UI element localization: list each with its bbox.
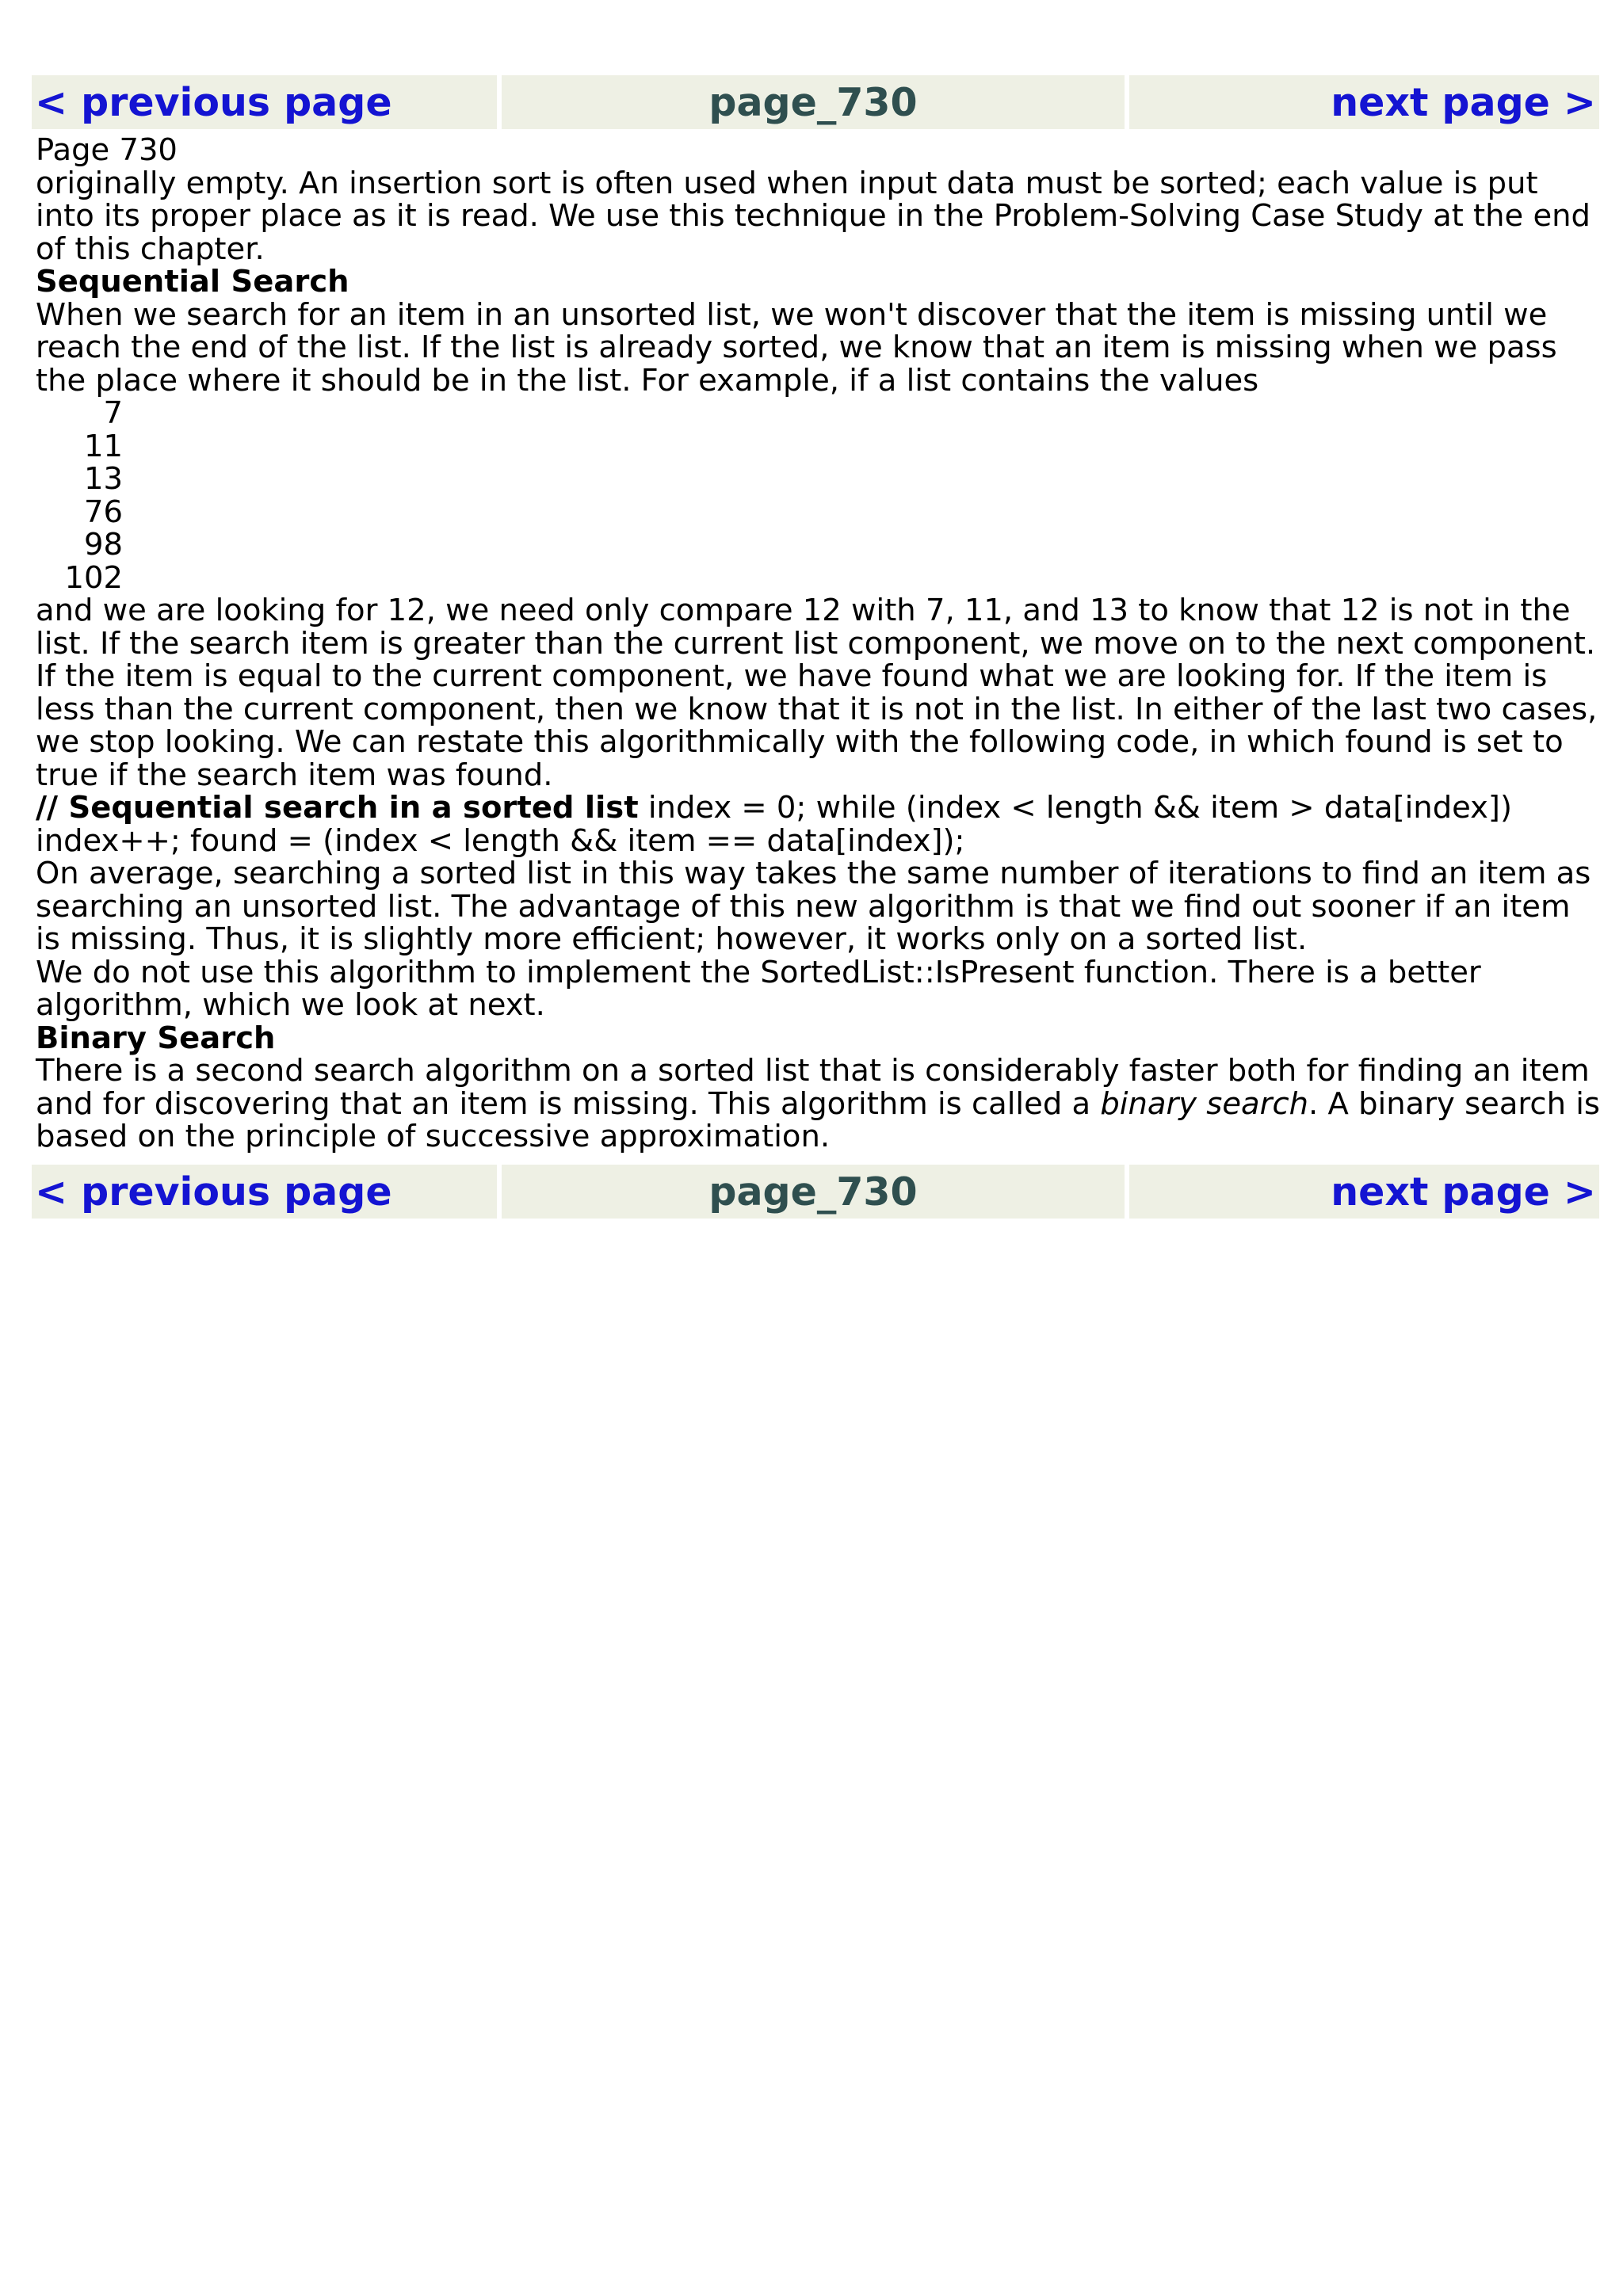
next-page-link[interactable]: next page > bbox=[1129, 75, 1599, 129]
binary-text-after: . A binary search is based on the principle of successive approximation. bbox=[36, 1085, 1600, 1154]
binary-text-before: There is a second search algorithm on a sorted list that is considerably faster both for finding an item and for discovering that an item is missing. This algorithm is called a bbox=[36, 1053, 1590, 1122]
list-value: 98 bbox=[84, 527, 123, 563]
list-value: 13 bbox=[84, 461, 123, 497]
list-value: 7 bbox=[103, 395, 123, 431]
binary-search-term: binary search bbox=[1100, 1085, 1309, 1122]
code-snippet bbox=[36, 791, 1601, 857]
sequential-paragraph-3: On average, searching a sorted list in this way takes the same number of iterations to find an item as searching an unsorted list. The advantage of this new algorithm is that we find out sooner if an item is missing. Thus, it is slightly more efficient; however, it works only on a sorted list. bbox=[36, 856, 1591, 957]
top-navigation-bar bbox=[32, 75, 1599, 129]
previous-page-link[interactable]: < previous page bbox=[32, 1165, 497, 1219]
page-content bbox=[36, 134, 1601, 1154]
code-comment: // Sequential search in a sorted list bbox=[36, 790, 639, 826]
page-label: page_730 bbox=[502, 75, 1125, 129]
next-page-link[interactable]: next page > bbox=[1129, 1165, 1599, 1219]
previous-page-link[interactable]: < previous page bbox=[32, 75, 497, 129]
sequential-search-heading: Sequential Search bbox=[36, 264, 349, 299]
sequential-paragraph-2: and we are looking for 12, we need only compare 12 with 7, 11, and 13 to know that 12 is not in the list. If the search item is greater than the current list component, we move on to the next component. If the item is equal to the current component, we have found what we are looking for. If the item is less than the current component, then we know that it is not in the list. In either of the last two cases, we stop looking. We can restate this algorithmically with the following code, in which found is set to true if the search item was found. bbox=[36, 593, 1598, 793]
sequential-paragraph-1: When we search for an item in an unsorted list, we won't discover that the item is missing until we reach the end of the list. If the list is already sorted, we know that an item is missing when we pass the place where it should be in the list. For example, if a list contains the values bbox=[36, 296, 1557, 399]
code-body: index = 0; while (index < length && item > data[index]) index++; found = (index < length && item == data[index]); bbox=[36, 790, 1512, 859]
intro-paragraph: originally empty. An insertion sort is often used when input data must be sorted; each value is put into its proper place as it is read. We use this technique in the Problem-Solving Case Study at the end of this chapter. bbox=[36, 165, 1591, 267]
binary-search-paragraph bbox=[36, 1055, 1601, 1154]
list-value: 11 bbox=[84, 428, 123, 464]
list-value: 102 bbox=[64, 559, 123, 596]
binary-search-heading: Binary Search bbox=[36, 1020, 276, 1056]
list-value: 76 bbox=[84, 494, 123, 530]
page-label: page_730 bbox=[502, 1165, 1125, 1219]
page-number-text: Page 730 bbox=[36, 132, 178, 168]
sequential-paragraph-4: We do not use this algorithm to implement the SortedList::IsPresent function. There is a better algorithm, which we look at next. bbox=[36, 954, 1481, 1023]
bottom-navigation-bar bbox=[32, 1165, 1599, 1219]
values-list bbox=[36, 397, 1601, 594]
